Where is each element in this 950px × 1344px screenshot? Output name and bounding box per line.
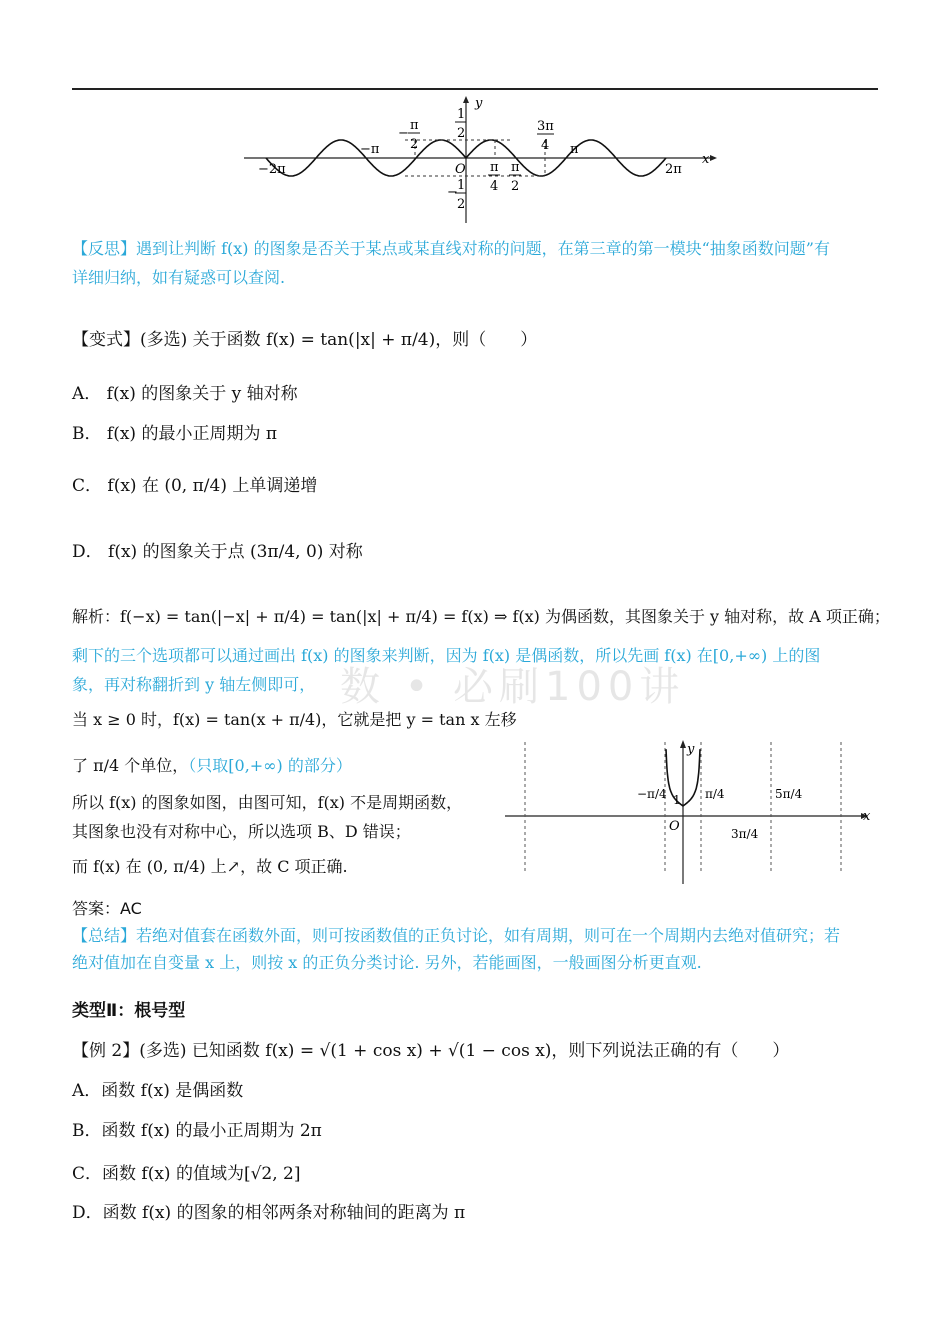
tan-origin-label: O: [669, 819, 680, 834]
variant-option-c: C． f(x) 在 (0, π/4) 上单调递增: [72, 476, 318, 496]
solution-line-7: 其图象也没有对称中心，所以选项 B、D 错误；: [72, 822, 411, 841]
sine-like-graph: [240, 95, 720, 230]
half-num: 1: [457, 107, 466, 122]
two-pi-label: 2π: [665, 162, 682, 177]
tan-five-pi-four: 5π/4: [775, 787, 803, 801]
variant-option-b: B． f(x) 的最小正周期为 π: [72, 424, 278, 444]
pi-two-den: 2: [511, 179, 520, 194]
variant-stem: 【变式】(多选) 关于函数 f(x) = tan(|x| + π/4)，则（ ）: [72, 330, 538, 350]
three-pi-four-num: 3π: [537, 119, 554, 134]
reflection-line-2: 详细归纳，如有疑惑可以查阅.: [72, 268, 286, 287]
variant-option-d: D． f(x) 的图象关于点 (3π/4, 0) 对称: [72, 542, 363, 562]
y-axis-label: y: [475, 96, 483, 111]
neg-half-den: 2: [457, 197, 466, 212]
example2-option-a: A．函数 f(x) 是偶函数: [72, 1081, 244, 1101]
solution-line-5-note: （只取[0,+∞) 的部分）: [188, 756, 352, 775]
pi-label: π: [570, 142, 579, 157]
summary-line-1: 【总结】若绝对值套在函数外面，则可按函数值的正负讨论，如有周期，则可在一个周期内去绝对值研究；若: [72, 926, 841, 945]
tan-three-pi-four: 3π/4: [731, 827, 759, 841]
neg-pi-half-den: 2: [410, 137, 419, 152]
solution-line-5: [72, 752, 352, 780]
top-rule: [72, 88, 878, 90]
three-pi-four-den: 4: [541, 138, 550, 153]
answer: 答案：AC: [72, 899, 142, 918]
pi-four-num: π: [490, 160, 499, 175]
neg-2pi-label: −2π: [258, 162, 286, 177]
neg-half-num: 1: [457, 178, 466, 193]
example2-option-b: B．函数 f(x) 的最小正周期为 2π: [72, 1121, 322, 1141]
half-den: 2: [457, 126, 466, 141]
solution-line-3: 象，再对称翻折到 y 轴左侧即可，: [72, 675, 316, 694]
reflection-line-1: 【反思】遇到让判断 f(x) 的图象是否关于某点或某直线对称的问题，在第三章的第一模块“抽象函数问题”有: [72, 239, 830, 258]
tan-pi-four: π/4: [705, 787, 725, 801]
solution-line-8: 而 f(x) 在 (0, π/4) 上↗，故 C 项正确.: [72, 857, 348, 876]
solution-line-2: 剩下的三个选项都可以通过画出 f(x) 的图象来判断，因为 f(x) 是偶函数，所以先画 f(x) 在[0,+∞) 上的图: [72, 646, 821, 665]
tan-graph: [505, 738, 877, 888]
example2-option-c: C．函数 f(x) 的值域为[√2, 2]: [72, 1164, 301, 1184]
pi-two-num: π: [511, 160, 520, 175]
neg-half-sign: −: [447, 185, 458, 200]
solution-line-6: 所以 f(x) 的图象如图，由图可知，f(x) 不是周期函数，: [72, 793, 463, 812]
tan-x-axis-label: x: [863, 809, 871, 824]
tan-one-label: 1: [673, 793, 681, 807]
variant-option-a: A． f(x) 的图象关于 y 轴对称: [72, 384, 298, 404]
solution-line-5-text: 了 π/4 个单位，: [72, 756, 189, 775]
solution-line-1: 解析：f(−x) = tan(|−x| + π/4) = tan(|x| + π/4) = f(x) ⇒ f(x) 为偶函数，其图象关于 y 轴对称，故 A 项正确；: [72, 607, 890, 626]
example2-option-d: D．函数 f(x) 的图象的相邻两条对称轴间的距离为 π: [72, 1203, 466, 1223]
tan-neg-pi-four: −π/4: [637, 787, 667, 801]
neg-pi-half-num: π: [410, 118, 419, 133]
origin-label: O: [455, 162, 466, 177]
tan-y-axis-label: y: [687, 742, 695, 757]
solution-line-4: 当 x ≥ 0 时，f(x) = tan(x + π/4)，它就是把 y = tan x 左移: [72, 710, 517, 729]
watermark: 数 • 必刷100讲: [340, 664, 686, 710]
example2-stem: 【例 2】(多选) 已知函数 f(x) = √(1 + cos x) + √(1 − cos x)，则下列说法正确的有（ ）: [72, 1041, 790, 1061]
summary-line-2: 绝对值加在自变量 x 上，则按 x 的正负分类讨论. 另外，若能画图，一般画图分析更直观.: [72, 953, 702, 972]
neg-pi-half-sign: −: [398, 126, 409, 141]
x-axis-label: x: [702, 152, 710, 167]
neg-pi-label: −π: [360, 142, 380, 157]
type-heading: 类型Ⅱ：根号型: [72, 1001, 186, 1021]
pi-four-den: 4: [490, 179, 499, 194]
